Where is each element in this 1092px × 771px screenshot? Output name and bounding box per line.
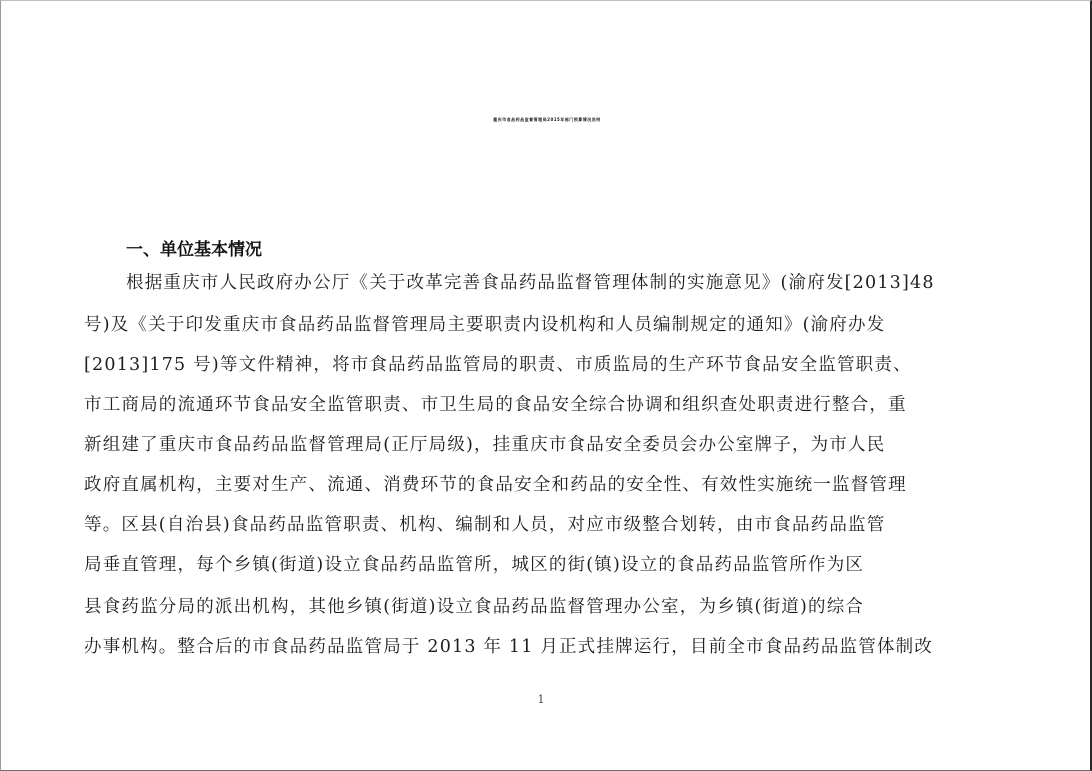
document-title: 重庆市食品药品监督管理局2015年部门预算情况说明 [493, 117, 601, 122]
paragraph-line: 县食药监分局的派出机构，其他乡镇(街道)设立食品药品监督管理办公室，为乡镇(街道)的综合 [84, 597, 865, 617]
paragraph-line: 号)及《关于印发重庆市食品药品监督管理局主要职责内设机构和人员编制规定的通知》(渝府办发 [84, 315, 886, 335]
paragraph-line: 政府直属机构，主要对生产、流通、消费环节的食品安全和药品的安全性、有效性实施统一监督管理 [84, 475, 907, 495]
paragraph-line: 等。区县(自治县)食品药品监管职责、机构、编制和人员，对应市级整合划转，由市食品药品监管 [84, 515, 886, 535]
paragraph-line: 市工商局的流通环节食品安全监管职责、市卫生局的食品安全综合协调和组织查处职责进行整合，重 [84, 395, 907, 415]
section-heading: 一、单位基本情况 [126, 240, 262, 260]
paragraph-line: 局垂直管理，每个乡镇(街道)设立食品药品监管所，城区的街(镇)设立的食品药品监管所作为区 [84, 555, 865, 575]
page-number: 1 [537, 693, 545, 706]
paragraph-line: [2013]175 号)等文件精神，将市食品药品监管局的职责、市质监局的生产环节食品安全监管职责、 [84, 355, 912, 375]
paragraph-line: 新组建了重庆市食品药品监督管理局(正厅局级)，挂重庆市食品安全委员会办公室牌子，为市人民 [84, 435, 886, 455]
paragraph-line: 办事机构。整合后的市食品药品监管局于 2013 年 11 月正式挂牌运行，目前全市食品药品监管体制改 [84, 637, 934, 657]
paragraph-line: 根据重庆市人民政府办公厅《关于改革完善食品药品监督管理体制的实施意见》(渝府发[2013]48 [126, 273, 935, 293]
